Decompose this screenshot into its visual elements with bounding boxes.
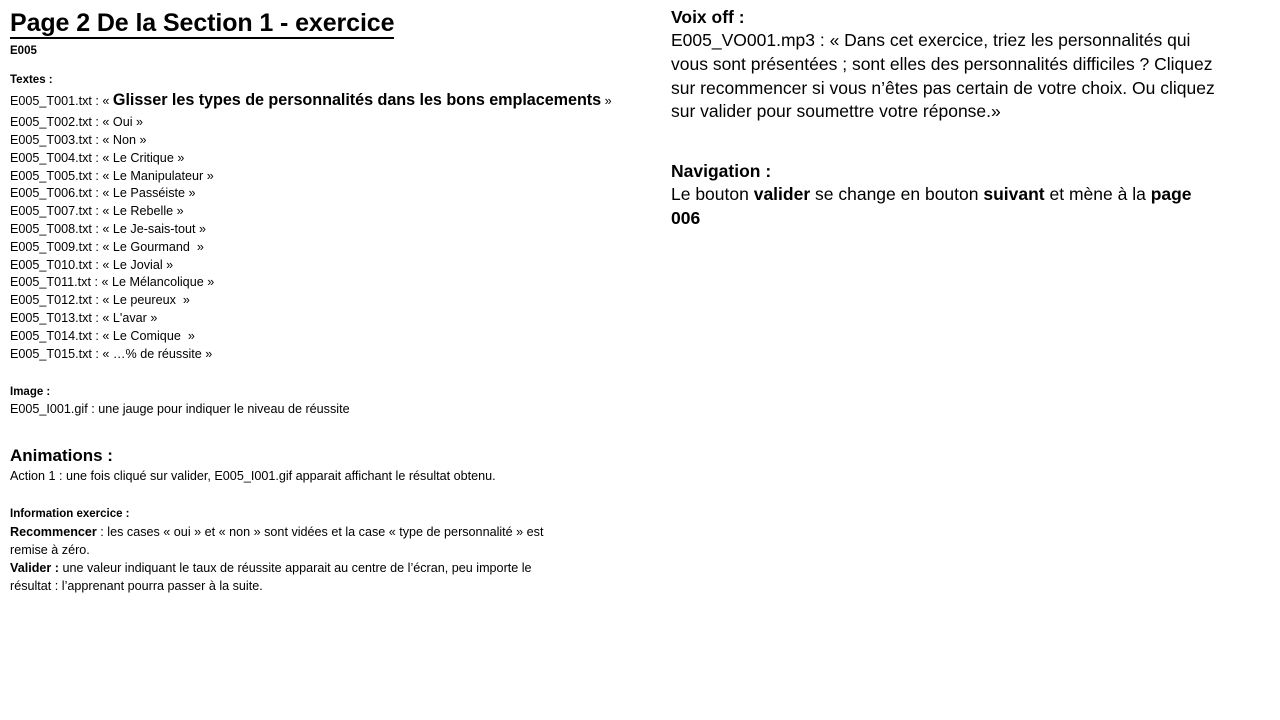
text-entry: E005_T002.txt : « Oui » <box>10 115 144 130</box>
spacer <box>10 59 650 73</box>
navigation-bold-valider: valider <box>753 184 811 204</box>
left-column <box>10 9 650 596</box>
navigation-part-3: et mène à la <box>1044 184 1151 204</box>
navigation-part-2: se change en bouton <box>810 184 984 204</box>
navigation-bold-suivant: suivant <box>983 184 1045 204</box>
valider-text: une valeur indiquant le taux de réussite apparait au centre de l’écran, peu importe le résultat : l’apprenant pourra passer à la suite. <box>10 561 532 594</box>
spacer <box>10 485 650 507</box>
image-description: E005_I001.gif : une jauge pour indiquer le niveau de réussite <box>10 401 350 416</box>
text-entry: E005_T005.txt : « Le Manipulateur » <box>10 168 214 183</box>
voix-off-label: Voix off : <box>671 7 745 27</box>
text-entry-prefix: E005_T001.txt : « <box>10 94 113 109</box>
navigation-text <box>671 183 1219 230</box>
information-exercice-label: Information exercice : <box>10 508 130 521</box>
recommencer-text: : les cases « oui » et « non » sont vidées et la case « type de personnalité » est remise à zéro. <box>10 524 544 557</box>
textes-label: Textes : <box>10 73 53 86</box>
navigation-bold-page: page 006 <box>671 184 1192 228</box>
text-entry-first <box>10 88 650 113</box>
text-entry-suffix: » <box>601 94 612 109</box>
recommencer-label: Recommencer <box>10 524 97 539</box>
text-entry: E005_T014.txt : « Le Comique » <box>10 328 195 343</box>
image-section <box>10 385 650 418</box>
spacer <box>671 124 1231 160</box>
voix-off-text: E005_VO001.mp3 : « Dans cet exercice, triez les personnalités qui vous sont présentées ; sont elles des personnalités difficiles ? Cliquez sur recommencer si vous n’êtes pas certain de votre choix. Ou cliquez sur valider pour soumettre votre réponse.» <box>671 30 1215 122</box>
text-entry: E005_T011.txt : « Le Mélancolique » <box>10 275 215 290</box>
animations-description: Action 1 : une fois cliqué sur valider, E005_I001.gif apparait affichant le résultat obtenu. <box>10 468 496 483</box>
page-title: Page 2 De la Section 1 - exercice <box>10 9 395 37</box>
textes-section <box>10 73 650 364</box>
image-label: Image : <box>10 386 51 399</box>
information-exercice-section <box>10 507 650 596</box>
exercise-code: E005 <box>10 45 37 57</box>
navigation-section <box>671 160 1231 231</box>
text-entry: E005_T009.txt : « Le Gourmand » <box>10 239 204 254</box>
animations-label: Animations : <box>10 445 113 465</box>
voix-off-section <box>671 6 1231 124</box>
text-entry: E005_T013.txt : « L'avar » <box>10 311 158 326</box>
recommencer-description <box>10 523 550 560</box>
text-entry: E005_T003.txt : « Non » <box>10 132 147 147</box>
text-entry: E005_T012.txt : « Le peureux » <box>10 293 190 308</box>
text-entry: E005_T008.txt : « Le Je-sais-tout » <box>10 221 207 236</box>
animations-section <box>10 445 650 485</box>
spacer <box>10 419 650 445</box>
navigation-label: Navigation : <box>671 160 772 181</box>
spacer <box>10 363 650 385</box>
text-entry: E005_T015.txt : « …% de réussite » <box>10 346 213 361</box>
text-entry-quoted: Glisser les types de personnalités dans les bons emplacements <box>112 91 602 110</box>
valider-description <box>10 559 550 596</box>
valider-label: Valider : <box>10 561 59 576</box>
text-entry: E005_T010.txt : « Le Jovial » <box>10 257 174 272</box>
navigation-part-1: Le bouton <box>671 184 754 204</box>
text-entry: E005_T004.txt : « Le Critique » <box>10 150 185 165</box>
text-entry: E005_T007.txt : « Le Rebelle » <box>10 204 184 219</box>
text-entry: E005_T006.txt : « Le Passéiste » <box>10 186 196 201</box>
right-column <box>671 6 1231 230</box>
